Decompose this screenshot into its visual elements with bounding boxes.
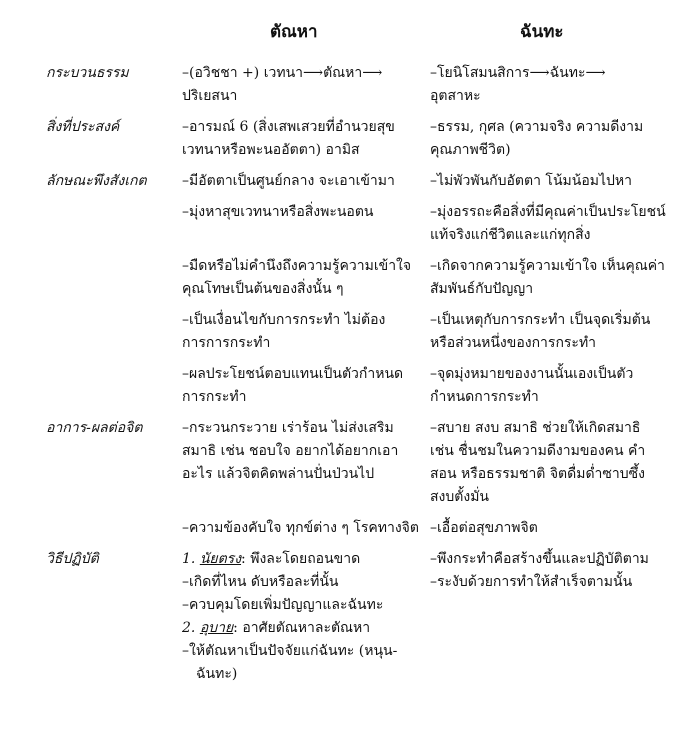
tanha-line: –มุ่งหาสุขเวทนาหรือสิ่งพะนอตน [182, 204, 374, 220]
tanha-cell [182, 548, 426, 686]
chanda-line: –โยนิโสมนสิการ⟶ฉันทะ⟶ [430, 65, 606, 81]
chanda-cell [430, 170, 676, 193]
tanha-line [182, 617, 426, 640]
tanha-line: –อารมณ์ 6 (สิ่งเสพเสวยที่อำนวยสุข [182, 119, 395, 135]
tanha-line [182, 594, 426, 617]
chanda-line: –ธรรม, กุศล (ความจริง ความดีงาม [430, 119, 644, 135]
method-term: อุบาย [199, 620, 234, 636]
tanha-cell [182, 201, 426, 224]
chanda-line: เช่น ชื่นชมในความดีงามของคน คำ [430, 443, 646, 459]
chanda-cell [430, 517, 676, 540]
line-text: : พึงละโดยถอนขาด [241, 551, 361, 567]
tanha-line: –มืดหรือไม่คำนึงถึงความรู้ความเข้าใจ [182, 258, 412, 274]
tanha-line: –กระวนกระวาย เร่าร้อน ไม่ส่งเสริม [182, 420, 394, 436]
tanha-line: –(อวิชชา +) เวทนา⟶ตัณหา⟶ [182, 65, 383, 81]
line-text: : อาศัยตัณหาละตัณหา [233, 620, 371, 636]
tanha-cell [182, 309, 426, 355]
tanha-cell [182, 363, 426, 409]
row-label: ลักษณะพึงสังเกต [46, 173, 147, 189]
chanda-cell [430, 62, 676, 108]
item-number: 1. [182, 551, 200, 567]
line-text: –เกิดที่ไหน ดับหรือละที่นั้น [182, 574, 339, 590]
chanda-line: สัมพันธ์กับปัญญา [430, 281, 534, 297]
tanha-line: การการกระทำ [182, 335, 271, 351]
chanda-line: กำหนดการกระทำ [430, 389, 539, 405]
table-row [0, 170, 697, 201]
column-header-chanda: ฉันทะ [520, 22, 564, 42]
chanda-cell [430, 548, 676, 594]
tanha-cell [182, 62, 426, 108]
tanha-line [182, 640, 426, 663]
chanda-cell [430, 201, 676, 247]
tanha-line [182, 571, 426, 594]
method-term: นัยตรง [199, 551, 242, 567]
chanda-line: –ไม่พัวพันกับอัตตา โน้มน้อมไปหา [430, 173, 632, 189]
tanha-line: ปริเยสนา [182, 88, 238, 104]
chanda-cell [430, 363, 676, 409]
chanda-line: –เกิดจากความรู้ความเข้าใจ เห็นคุณค่า [430, 258, 665, 274]
tanha-line: เวทนาหรือพะนออัตตา) อามิส [182, 142, 360, 158]
chanda-line: สงบตั้งมั่น [430, 489, 489, 505]
tanha-line: –ความข้องคับใจ ทุกข์ต่าง ๆ โรคทางจิต [182, 520, 419, 536]
chanda-line: –เอื้อต่อสุขภาพจิต [430, 520, 538, 536]
line-text: –ควบคุมโดยเพิ่มปัญญาและฉันทะ [182, 597, 384, 613]
table-row [0, 116, 697, 170]
table-row [0, 417, 697, 517]
chanda-line: สอน หรือธรรมชาติ จิตดื่มด่ำซาบซึ้ง [430, 466, 646, 482]
table-row [0, 517, 697, 548]
chanda-line: หรือส่วนหนึ่งของการกระทำ [430, 335, 597, 351]
table-row [0, 363, 697, 417]
tanha-cell [182, 517, 426, 540]
chanda-line: –ระงับด้วยการทำให้สำเร็จตามนั้น [430, 574, 633, 590]
tanha-line: สมาธิ เช่น ชอบใจ อยากได้อยากเอา [182, 443, 399, 459]
chanda-cell [430, 116, 676, 162]
line-text: –ให้ตัณหาเป็นปัจจัยแก่ฉันทะ (หนุน- [182, 643, 398, 659]
chanda-line: –จุดมุ่งหมายของงานนั้นเองเป็นตัว [430, 366, 634, 382]
chanda-line: คุณภาพชีวิต) [430, 142, 511, 158]
tanha-line: –มีอัตตาเป็นศูนย์กลาง จะเอาเข้ามา [182, 173, 395, 189]
row-label: กระบวนธรรม [46, 65, 129, 81]
chanda-line: –สบาย สงบ สมาธิ ช่วยให้เกิดสมาธิ [430, 420, 641, 436]
table-row [0, 309, 697, 363]
tanha-cell [182, 170, 426, 193]
chanda-cell [430, 255, 676, 301]
table-row [0, 548, 697, 694]
tanha-cell [182, 116, 426, 162]
tanha-line: การกระทำ [182, 389, 247, 405]
tanha-line: –เป็นเงื่อนไขกับการกระทำ ไม่ต้อง [182, 312, 386, 328]
row-label: อาการ-ผลต่อจิต [46, 420, 143, 436]
chanda-line: –เป็นเหตุกับการกระทำ เป็นจุดเริ่มต้น [430, 312, 651, 328]
line-text: ฉันทะ) [196, 666, 238, 682]
chanda-line: –มุ่งอรรถะคือสิ่งที่มีคุณค่าเป็นประโยชน์ [430, 204, 666, 220]
column-header-tanha: ตัณหา [270, 22, 318, 42]
chanda-cell [430, 309, 676, 355]
comparison-table [0, 62, 697, 694]
tanha-line: –ผลประโยชน์ตอบแทนเป็นตัวกำหนด [182, 366, 404, 382]
chanda-line: –พึงกระทำคือสร้างขึ้นและปฏิบัติตาม [430, 551, 649, 567]
tanha-line: อะไร แล้วจิตคิดพล่านปั่นป่วนไป [182, 466, 375, 482]
tanha-cell [182, 255, 426, 301]
item-number: 2. [182, 620, 200, 636]
tanha-line [182, 663, 426, 686]
table-row [0, 255, 697, 309]
tanha-cell [182, 417, 426, 486]
chanda-cell [430, 417, 676, 509]
table-row [0, 62, 697, 116]
row-label: วิธีปฏิบัติ [46, 551, 99, 567]
tanha-line: คุณโทษเป็นต้นของสิ่งนั้น ๆ [182, 281, 344, 297]
chanda-line: อุตสาหะ [430, 88, 481, 104]
row-label: สิ่งที่ประสงค์ [46, 119, 120, 135]
table-row [0, 201, 697, 255]
tanha-line [182, 548, 426, 571]
chanda-line: แท้จริงแก่ชีวิตและแก่ทุกสิ่ง [430, 227, 591, 243]
